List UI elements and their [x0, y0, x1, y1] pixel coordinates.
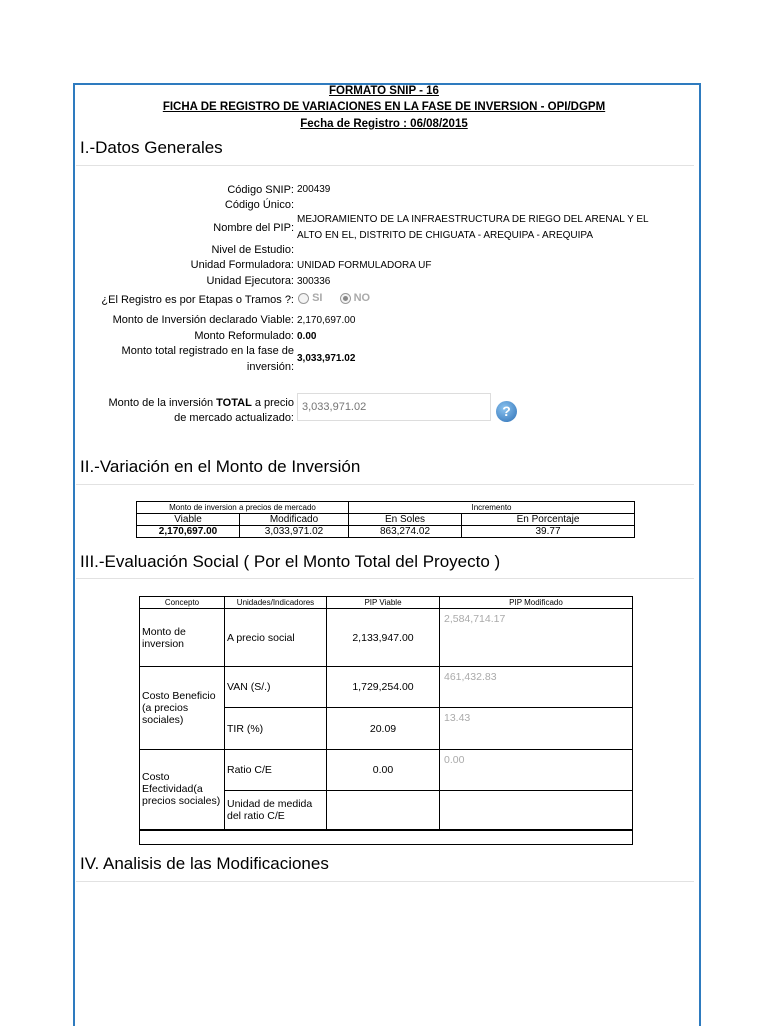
divider [76, 484, 694, 485]
unidad-van: VAN (S/.) [225, 667, 327, 708]
radio-no-label: NO [353, 292, 371, 304]
help-icon[interactable]: ? [496, 401, 517, 422]
table-footer-row [140, 830, 633, 845]
unidad-formuladora-value: UNIDAD FORMULADORA UF [297, 260, 432, 271]
unidad-ejecutora-value: 300336 [297, 276, 331, 287]
cell-en-porcentaje: 39.77 [462, 526, 635, 538]
cell-en-soles: 863,274.02 [349, 526, 462, 538]
concepto-costo-beneficio: Costo Beneficio (a precios sociales) [140, 667, 225, 750]
section-evaluacion-title: III.-Evaluación Social ( Por el Monto Total del Proyecto ) [80, 552, 501, 571]
viable-unidad-medida [327, 791, 440, 830]
unidad-ejecutora-label: Unidad Ejecutora: [206, 275, 294, 287]
unidad-ratio: Ratio C/E [225, 750, 327, 791]
unidad-medida-ratio: Unidad de medida del ratio C/E [225, 791, 327, 830]
monto-total-label-1: Monto total registrado en la fase de [121, 345, 294, 357]
col-pip-viable: PIP Viable [327, 597, 440, 609]
header-incremento: Incremento [349, 502, 635, 514]
section-variacion-title: II.-Variación en el Monto de Inversión [80, 457, 361, 476]
nombre-pip-line2: ALTO EN EL, DISTRITO DE CHIGUATA - AREQUIPA - AREQUIPA [297, 230, 593, 241]
col-concepto: Concepto [140, 597, 225, 609]
nombre-pip-line1: MEJORAMIENTO DE LA INFRAESTRUCTURA DE RIEGO DEL ARENAL Y EL [297, 214, 649, 225]
nombre-pip-label: Nombre del PIP: [213, 222, 294, 234]
viable-precio-social: 2,133,947.00 [327, 609, 440, 667]
col-unidades: Unidades/Indicadores [225, 597, 327, 609]
monto-inversion-total-label: Monto de la inversión TOTAL a precio [108, 397, 294, 409]
codigo-snip-value: 200439 [297, 184, 331, 195]
viable-van: 1,729,254.00 [327, 667, 440, 708]
radio-si[interactable] [298, 293, 309, 304]
col-viable: Viable [137, 514, 240, 526]
codigo-unico-label: Código Único: [224, 199, 294, 211]
evaluacion-table [139, 596, 633, 845]
monto-viable-value: 2,170,697.00 [297, 315, 356, 326]
registration-date: Fecha de Registro : 06/08/2015 [300, 118, 468, 130]
cell-modificado: 3,033,971.02 [240, 526, 349, 538]
monto-total-value: 3,033,971.02 [297, 353, 356, 364]
modificado-tir: 13.43 [440, 708, 633, 750]
col-en-porcentaje: En Porcentaje [462, 514, 635, 526]
etapas-radio-group [298, 292, 370, 304]
col-pip-modificado: PIP Modificado [440, 597, 633, 609]
etapas-label: ¿El Registro es por Etapas o Tramos ?: [101, 294, 294, 306]
concepto-monto: Monto de inversion [140, 609, 225, 667]
variacion-table [136, 501, 635, 538]
section-analisis-title: IV. Analisis de las Modificaciones [80, 854, 329, 873]
unidad-precio-social: A precio social [225, 609, 327, 667]
divider [76, 578, 694, 579]
modificado-precio-social: 2,584,714.17 [440, 609, 633, 667]
unidad-formuladora-label: Unidad Formuladora: [190, 259, 294, 271]
monto-reformulado-value: 0.00 [297, 331, 317, 342]
monto-viable-label: Monto de Inversión declarado Viable: [112, 314, 294, 326]
unidad-tir: TIR (%) [225, 708, 327, 750]
viable-ratio: 0.00 [327, 750, 440, 791]
monto-inversion-total-input[interactable] [297, 393, 491, 421]
concepto-costo-efectividad: Costo Efectividad(a precios sociales) [140, 750, 225, 830]
col-modificado: Modificado [240, 514, 349, 526]
radio-no[interactable] [340, 293, 351, 304]
monto-inversion-total-label-2: de mercado actualizado: [174, 412, 294, 424]
col-en-soles: En Soles [349, 514, 462, 526]
modificado-van: 461,432.83 [440, 667, 633, 708]
section-datos-generales-title: I.-Datos Generales [80, 138, 223, 157]
monto-reformulado-label: Monto Reformulado: [194, 330, 294, 342]
modificado-ratio: 0.00 [440, 750, 633, 791]
format-title: FORMATO SNIP - 16 [329, 85, 439, 97]
header-monto: Monto de inversion a precios de mercado [137, 502, 349, 514]
divider [76, 165, 694, 166]
modificado-unidad-medida [440, 791, 633, 830]
cell-viable: 2,170,697.00 [137, 526, 240, 538]
codigo-snip-label: Código SNIP: [227, 184, 294, 196]
viable-tir: 20.09 [327, 708, 440, 750]
nivel-estudio-label: Nivel de Estudio: [211, 244, 294, 256]
divider [76, 881, 694, 882]
form-subtitle: FICHA DE REGISTRO DE VARIACIONES EN LA FASE DE INVERSION - OPI/DGPM [162, 101, 606, 113]
monto-total-label-2: inversión: [246, 361, 294, 373]
radio-si-label: SI [312, 292, 323, 304]
